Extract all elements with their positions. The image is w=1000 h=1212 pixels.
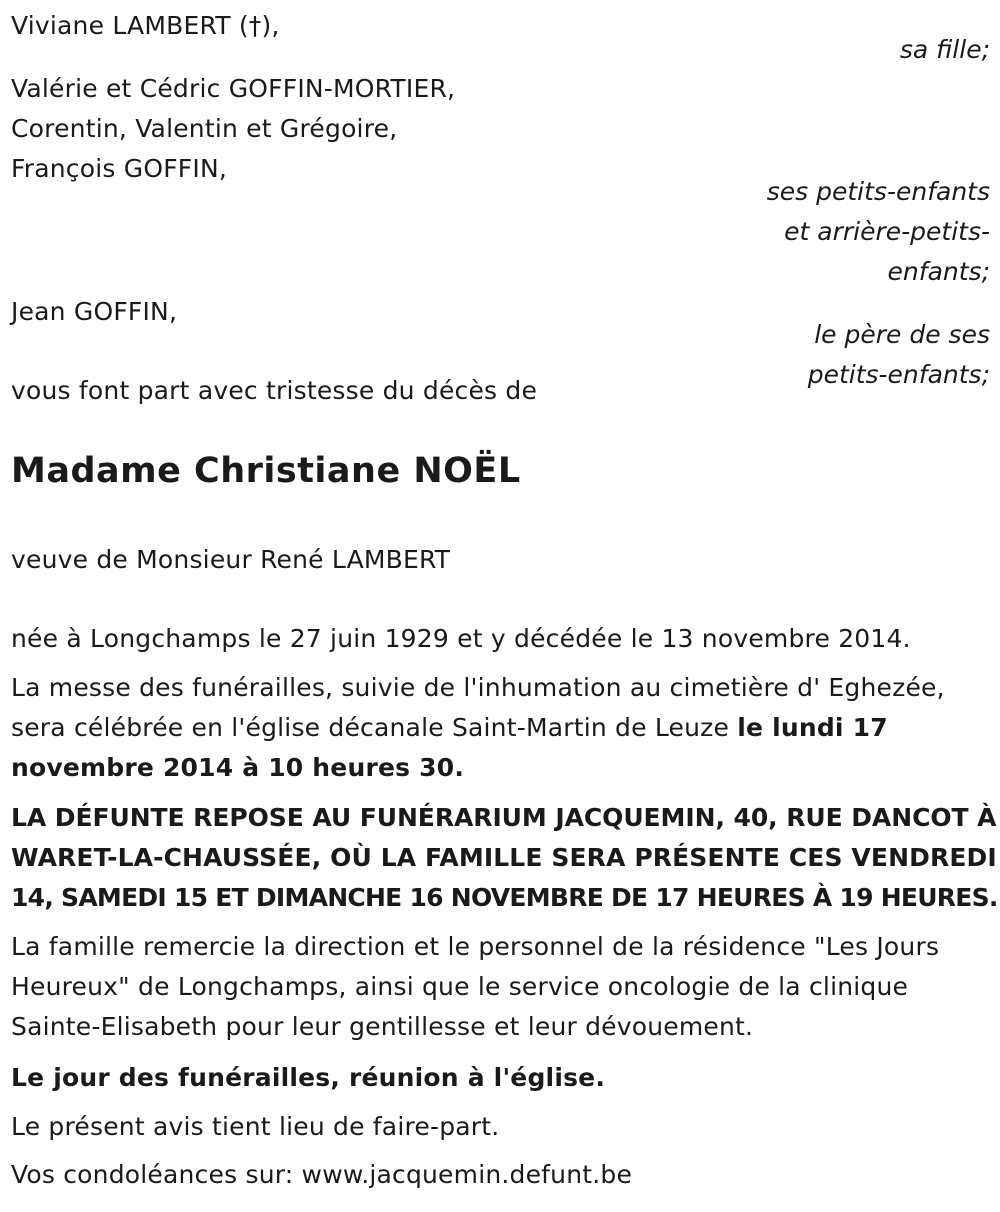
daughter-role: sa fille;: [899, 35, 990, 64]
mass-line-1: La messe des funérailles, suivie de l'inhumation au cimetière d' Eghezée,: [11, 673, 945, 702]
daughter-name: Viviane LAMBERT (†),: [11, 11, 280, 40]
repose-line-3: 14, SAMEDI 15 ET DIMANCHE 16 NOVEMBRE DE 17 HEURES À 19 HEURES.: [11, 883, 998, 912]
mass-line-2-text: sera célébrée en l'église décanale Saint-Martin de Leuze: [11, 713, 738, 742]
widow-of: veuve de Monsieur René LAMBERT: [11, 545, 451, 574]
birth-death-line: née à Longchamps le 27 juin 1929 et y décédée le 13 novembre 2014.: [11, 624, 911, 653]
grandchildren-line-3: François GOFFIN,: [11, 154, 227, 183]
mass-line-3: novembre 2014 à 10 heures 30.: [11, 753, 465, 782]
grandchildren-role-line-1: ses petits-enfants: [766, 177, 990, 206]
meeting-note: Le jour des funérailles, réunion à l'église.: [11, 1063, 606, 1092]
grandchildren-line-1: Valérie et Cédric GOFFIN-MORTIER,: [11, 74, 456, 103]
mass-date-start: le lundi 17: [737, 713, 888, 742]
mass-line-2: [11, 708, 888, 748]
grandchildren-line-2: Corentin, Valentin et Grégoire,: [11, 114, 398, 143]
grandchildren-role-line-2: et arrière-petits-: [784, 217, 990, 246]
thanks-line-2: Heureux" de Longchamps, ainsi que le service oncologie de la clinique: [11, 972, 909, 1001]
father-role-line-1: le père de ses: [814, 320, 990, 349]
repose-line-1: LA DÉFUNTE REPOSE AU FUNÉRARIUM JACQUEMIN, 40, RUE DANCOT À: [11, 803, 997, 832]
thanks-line-1: La famille remercie la direction et le personnel de la résidence "Les Jours: [11, 932, 940, 961]
father-role-line-2: petits-enfants;: [807, 360, 990, 389]
father-name: Jean GOFFIN,: [11, 297, 178, 326]
deceased-name: Madame Christiane NOËL: [11, 451, 521, 491]
announcement-intro: vous font part avec tristesse du décès de: [11, 376, 538, 405]
grandchildren-role-line-3: enfants;: [887, 257, 990, 286]
repose-line-2: WARET-LA-CHAUSSÉE, OÙ LA FAMILLE SERA PRÉSENTE CES VENDREDI: [11, 843, 997, 872]
thanks-line-3: Sainte-Elisabeth pour leur gentillesse et leur dévouement.: [11, 1012, 754, 1041]
condolences-line: Vos condoléances sur: www.jacquemin.defunt.be: [11, 1160, 633, 1189]
notice-line: Le présent avis tient lieu de faire-part.: [11, 1112, 500, 1141]
